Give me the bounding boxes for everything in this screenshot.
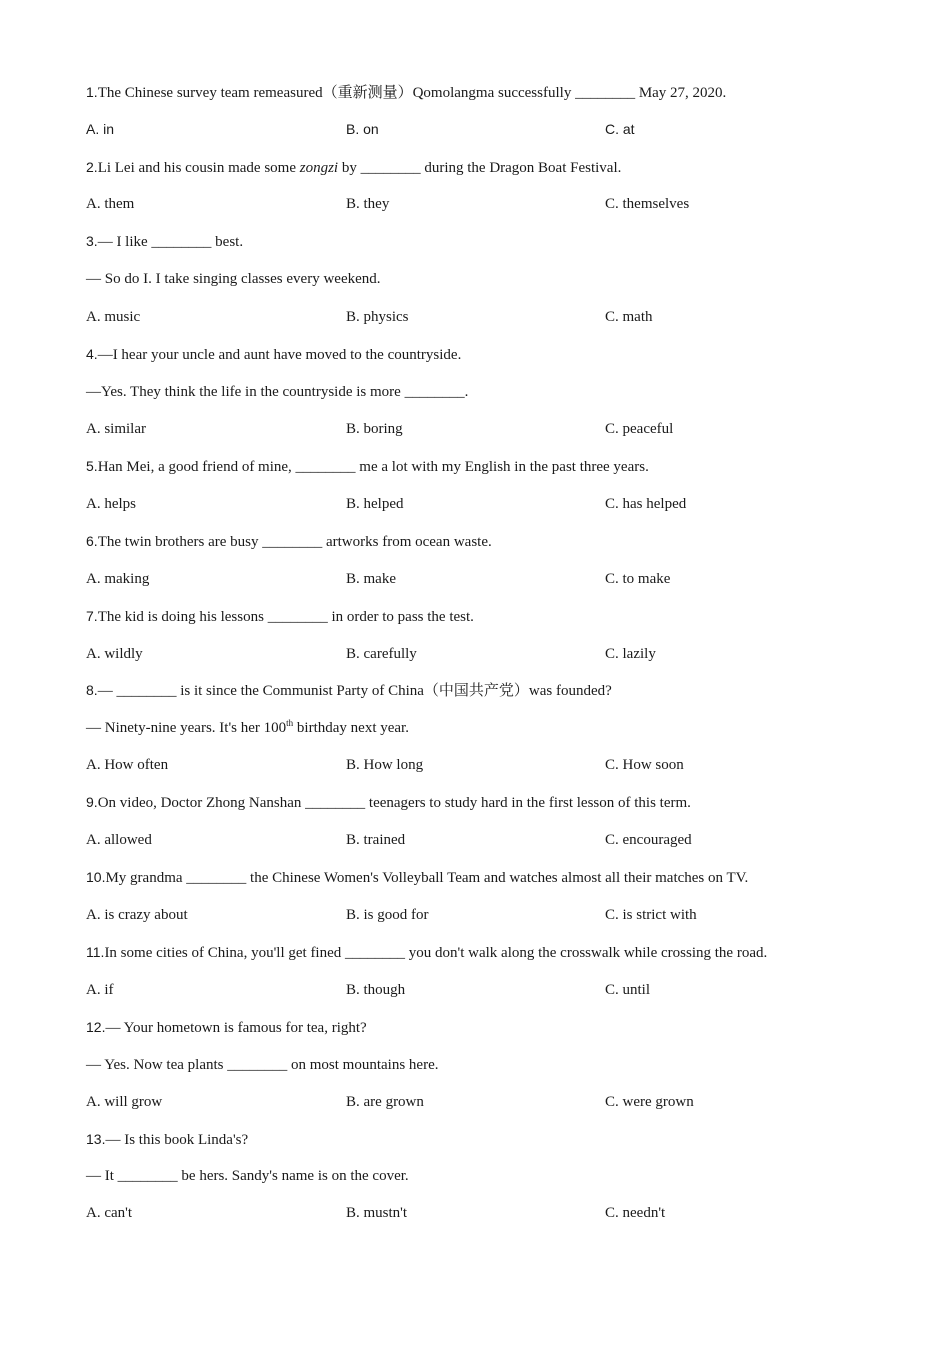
question-text: — It ________ be hers. Sandy's name is on the cover. — [86, 1168, 409, 1184]
question-text: —Yes. They think the life in the countryside is more ________. — [86, 384, 469, 400]
option-a[interactable]: A. How often — [86, 757, 169, 773]
question-6-stem — [86, 531, 492, 552]
option-b[interactable]: B. carefully — [346, 646, 417, 662]
option-c[interactable]: C. to make — [605, 571, 671, 587]
question-text: The twin brothers are busy ________ artworks from ocean waste. — [97, 534, 492, 550]
option-b[interactable]: B. helped — [346, 496, 404, 512]
question-text: The kid is doing his lessons ________ in order to pass the test. — [97, 609, 474, 625]
question-number: 2. — [86, 159, 98, 175]
option-b[interactable]: B. physics — [346, 309, 409, 325]
question-text: — Your hometown is famous for tea, right? — [105, 1020, 367, 1036]
option-b[interactable]: B. they — [346, 196, 390, 212]
question-text: — Is this book Linda's? — [105, 1132, 249, 1148]
question-8-stem — [86, 680, 612, 701]
option-a[interactable]: A. can't — [86, 1205, 133, 1221]
question-7-options — [86, 644, 866, 664]
question-1-options — [86, 119, 866, 139]
option-c[interactable]: C. until — [605, 982, 651, 998]
question-11-stem — [86, 942, 767, 963]
option-a[interactable]: A. helps — [86, 496, 136, 512]
question-1-stem — [86, 82, 726, 103]
question-text: The Chinese survey team remeasured（重新测量）Qomolangma successfully ________ May 27, 2020. — [97, 85, 727, 101]
question-3-stem — [86, 231, 243, 252]
option-c[interactable]: C. math — [605, 309, 653, 325]
question-7-stem — [86, 606, 474, 627]
question-text: — Yes. Now tea plants ________ on most mountains here. — [86, 1057, 439, 1073]
question-5-options — [86, 494, 866, 514]
question-number: 12. — [86, 1019, 106, 1035]
question-text: Han Mei, a good friend of mine, ________ me a lot with my English in the past three years. — [97, 459, 649, 475]
question-4-stem — [86, 344, 461, 365]
question-number: 4. — [86, 346, 98, 362]
question-13-options — [86, 1203, 866, 1223]
question-10-options — [86, 905, 866, 925]
question-number: 13. — [86, 1131, 106, 1147]
option-b[interactable]: B. is good for — [346, 907, 429, 923]
question-number: 6. — [86, 533, 98, 549]
option-c[interactable]: C. peaceful — [605, 421, 674, 437]
question-text: In some cities of China, you'll get fined ________ you don't walk along the crosswalk while crossing the road. — [104, 945, 768, 961]
option-c[interactable]: C. lazily — [605, 646, 656, 662]
option-c[interactable]: C. How soon — [605, 757, 684, 773]
option-b[interactable]: B. boring — [346, 421, 403, 437]
option-a[interactable]: A. in — [86, 121, 115, 137]
question-13-dialogue-line — [86, 1166, 409, 1186]
question-9-options — [86, 830, 866, 850]
question-number: 10. — [86, 869, 106, 885]
question-text-italic: zongzi — [299, 160, 339, 176]
question-number: 5. — [86, 458, 98, 474]
question-2-options — [86, 194, 866, 214]
question-text: —I hear your uncle and aunt have moved to the countryside. — [97, 347, 462, 363]
question-12-dialogue-line — [86, 1055, 438, 1075]
question-number: 11. — [86, 944, 105, 960]
question-2-stem — [86, 157, 621, 178]
option-b[interactable]: B. on — [346, 121, 379, 137]
question-3-options — [86, 307, 866, 327]
option-c[interactable]: C. has helped — [605, 496, 687, 512]
option-b[interactable]: B. are grown — [346, 1094, 424, 1110]
question-4-options — [86, 419, 866, 439]
question-number: 3. — [86, 233, 98, 249]
option-c[interactable]: C. encouraged — [605, 832, 692, 848]
question-10-stem — [86, 867, 748, 888]
option-a[interactable]: A. allowed — [86, 832, 152, 848]
question-4-dialogue-line — [86, 382, 468, 402]
option-c[interactable]: C. needn't — [605, 1205, 666, 1221]
option-b[interactable]: B. though — [346, 982, 406, 998]
option-b[interactable]: B. How long — [346, 757, 424, 773]
option-a[interactable]: A. will grow — [86, 1094, 163, 1110]
option-b[interactable]: B. make — [346, 571, 396, 587]
option-a[interactable]: A. music — [86, 309, 141, 325]
question-text: birthday next year. — [293, 720, 409, 736]
option-b[interactable]: B. trained — [346, 832, 406, 848]
question-text: — Ninety-nine years. It's her 100 — [86, 720, 287, 736]
option-c[interactable]: C. themselves — [605, 196, 690, 212]
question-number: 8. — [86, 682, 98, 698]
question-number: 9. — [86, 794, 98, 810]
option-b[interactable]: B. mustn't — [346, 1205, 408, 1221]
option-a[interactable]: A. making — [86, 571, 150, 587]
option-a[interactable]: A. them — [86, 196, 135, 212]
question-8-options — [86, 755, 866, 775]
question-3-dialogue-line — [86, 269, 381, 289]
option-a[interactable]: A. wildly — [86, 646, 143, 662]
question-text: — ________ is it since the Communist Party of China（中国共产党）was founded? — [97, 683, 612, 699]
option-c[interactable]: C. at — [605, 121, 635, 137]
question-number: 7. — [86, 608, 98, 624]
option-a[interactable]: A. is crazy about — [86, 907, 188, 923]
option-a[interactable]: A. if — [86, 982, 114, 998]
question-5-stem — [86, 456, 649, 477]
question-12-stem — [86, 1017, 367, 1038]
question-text: My grandma ________ the Chinese Women's Volleyball Team and watches almost all their matches on TV. — [105, 870, 749, 886]
question-number: 1. — [86, 84, 98, 100]
question-text: — I like ________ best. — [97, 234, 244, 250]
question-12-options — [86, 1092, 866, 1112]
question-8-dialogue-line — [86, 718, 409, 738]
option-c[interactable]: C. is strict with — [605, 907, 697, 923]
question-6-options — [86, 569, 866, 589]
option-c[interactable]: C. were grown — [605, 1094, 694, 1110]
question-11-options — [86, 980, 866, 1000]
question-9-stem — [86, 792, 691, 813]
question-13-stem — [86, 1129, 248, 1150]
question-text: Li Lei and his cousin made some — [97, 160, 300, 176]
superscript-suffix: th — [286, 718, 294, 728]
option-a[interactable]: A. similar — [86, 421, 146, 437]
question-text: by ________ during the Dragon Boat Festival. — [338, 160, 622, 176]
question-text: — So do I. I take singing classes every weekend. — [86, 271, 381, 287]
question-text: On video, Doctor Zhong Nanshan ________ teenagers to study hard in the first lesson of this term. — [97, 795, 691, 811]
